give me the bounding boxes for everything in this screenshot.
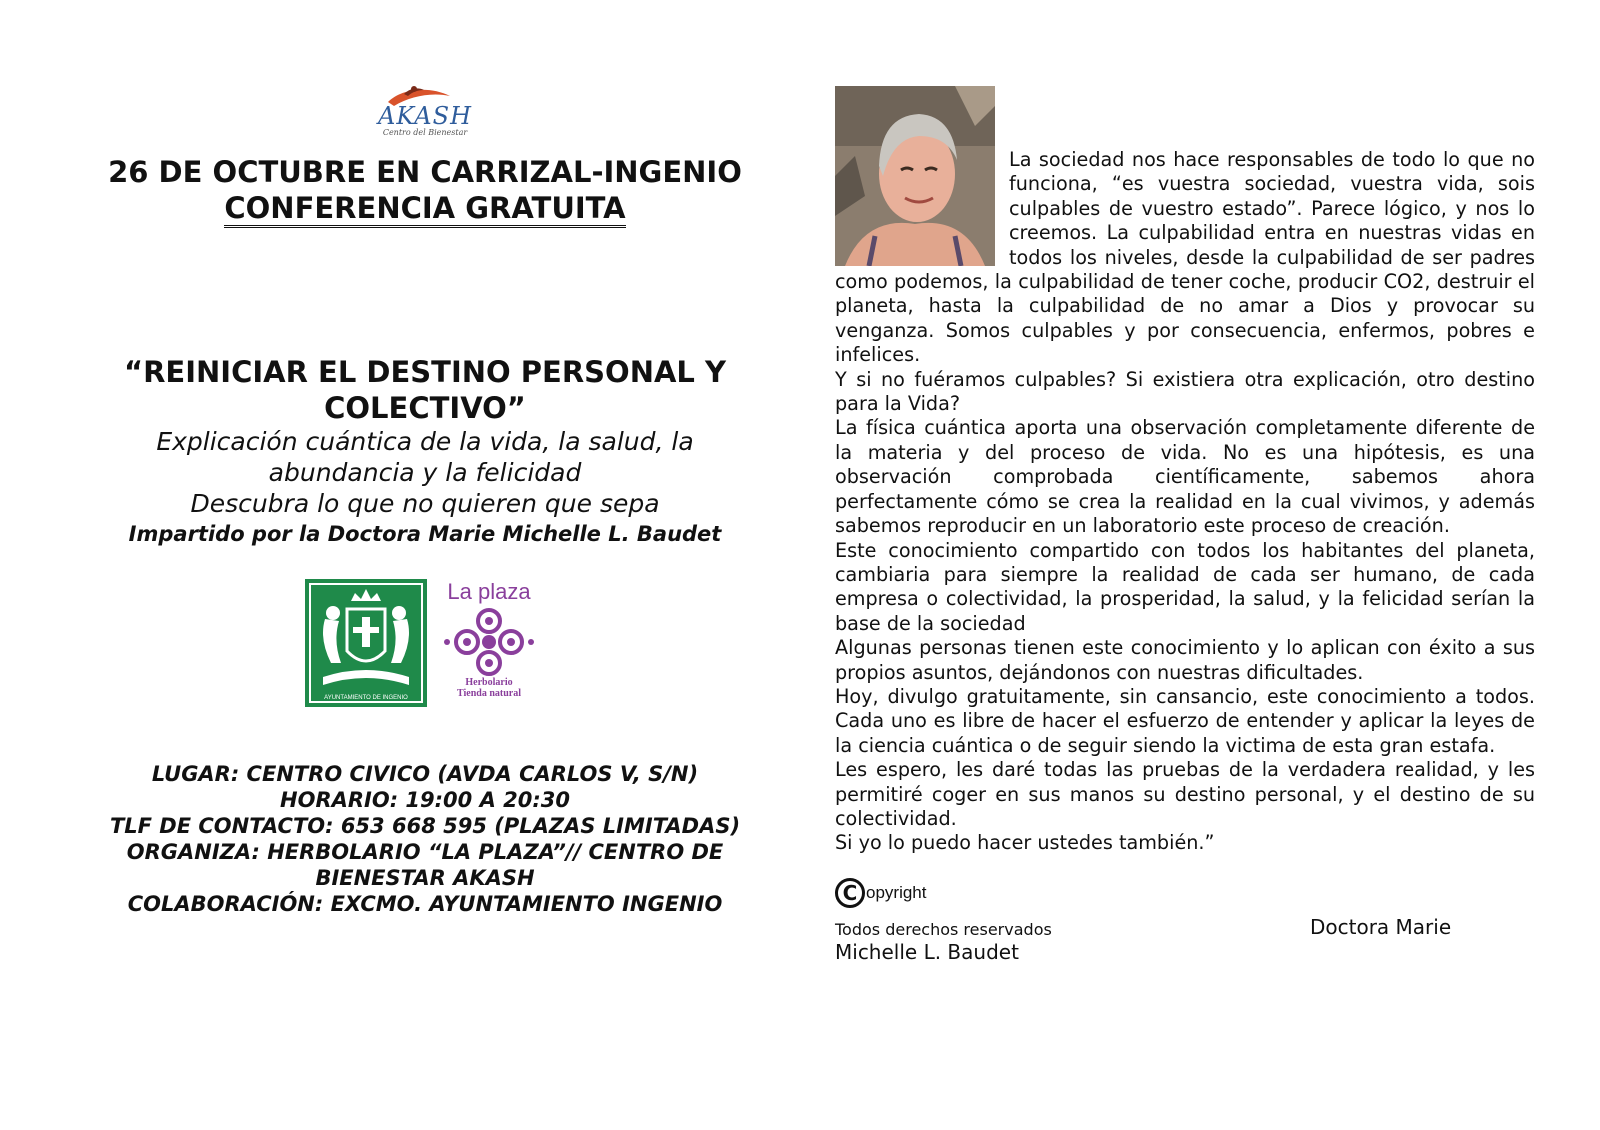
article-paragraph: Les espero, les daré todas las pruebas de la verdadera realidad, y les permitiré coger en sus manos su destino personal, y el destino de su colectividad.: [835, 758, 1535, 830]
ayuntamiento-logo: [305, 579, 427, 707]
coat-of-arms-icon: [305, 579, 427, 707]
info-organizer: BIENESTAR AKASH: [315, 866, 535, 890]
copyright-icon: C: [835, 878, 865, 908]
info-contact: TLF DE CONTACTO: 653 668 595 (PLAZAS LIMITADAS): [109, 814, 741, 838]
article-paragraph: La sociedad nos hace responsables de todo lo que no funciona, “es vuestra sociedad, vuestra vida, sois culpables de vuestro estado”. Parece lógico, y nos lo creemos. La culpabilidad entra en nuestras vidas en todos los niveles, desde la culpabilidad de ser padres como podemos, la culpabilidad de tener coche, producir CO2, destruir el planeta, hasta la culpabilidad de no amar a Dios y provocar su venganza. Somos culpables y por consecuencia, enfermos, pobres e infelices.: [835, 148, 1535, 367]
akash-tagline: Centro del Bienestar: [382, 128, 468, 137]
akash-logo: [360, 78, 490, 140]
rights-reserved: Todos derechos reservados: [835, 919, 1052, 939]
copyright-footer: [835, 878, 1535, 968]
speaker-portrait: [835, 86, 995, 266]
speaker-line: Impartido por la Doctora Marie Michelle L. Baudet: [128, 522, 722, 546]
plaza-subtitle: Herbolario: [465, 677, 513, 688]
signature-name: Michelle L. Baudet: [835, 939, 1019, 964]
article-paragraph: Algunas personas tienen este conocimiento y lo aplican con éxito a sus propios asuntos, dejándonos con nuestras dificultades.: [835, 636, 1535, 684]
talk-title: [55, 354, 795, 426]
subtitle-line: Explicación cuántica de la vida, la salud, la: [156, 427, 694, 456]
article-paragraph: Hoy, divulgo gratuitamente, sin cansancio, este conocimiento a todos. Cada uno es libre de hacer el esfuerzo de entender y aplicar la leyes de la ciencia cuántica o de seguir siendo la victima de esta gran estafa.: [835, 684, 1535, 757]
info-collaboration: COLABORACIÓN: EXCMO. AYUNTAMIENTO INGENIO: [127, 892, 723, 916]
subtitle-line: abundancia y la felicidad: [268, 458, 582, 487]
talk-title-line: “REINICIAR EL DESTINO PERSONAL Y: [124, 355, 726, 389]
info-location: LUGAR: CENTRO CIVICO (AVDA CARLOS V, S/N): [151, 762, 699, 786]
sponsor-logos: [305, 579, 545, 709]
signature-name: Doctora Marie: [1310, 914, 1452, 939]
article-paragraph: Este conocimiento compartido con todos los habitantes del planeta, cambiaria para siempre la realidad de cada ser humano, de cada empresa o colectividad, la prosperidad, la salud, y la felicidad serían la base de la sociedad: [835, 538, 1535, 635]
event-date-title: 26 DE OCTUBRE EN CARRIZAL-INGENIO: [108, 155, 742, 189]
article-paragraph: La física cuántica aporta una observación completamente diferente de la materia y del proceso de vida. No es una hipótesis, es una observación comprobada científicamente, sabemos ahora perfectamente cómo se crea la realidad en la cual vivimos, y además sabemos reproducir en un laboratorio este proceso de creación.: [835, 416, 1535, 538]
plaza-subtitle: Tienda natural: [457, 688, 521, 699]
la-plaza-logo: [433, 579, 545, 707]
article-paragraph: Si yo lo puedo hacer ustedes también.”: [835, 831, 1215, 855]
conference-heading: [55, 190, 795, 226]
akash-brand: AKASH: [378, 102, 472, 130]
subtitle-line: Descubra lo que no quieren que sepa: [190, 489, 660, 518]
copyright-mark: [835, 878, 926, 908]
conference-heading-text: CONFERENCIA GRATUITA: [224, 191, 625, 228]
info-organizer: ORGANIZA: HERBOLARIO “LA PLAZA”// CENTRO DE: [126, 840, 724, 864]
article-column: [835, 86, 1535, 968]
talk-subtitle: [55, 426, 795, 519]
plaza-flower-icon: [441, 607, 537, 677]
event-info: [55, 761, 795, 917]
article-paragraph: Y si no fuéramos culpables? Si existiera otra explicación, otro destino para la Vida?: [835, 367, 1535, 416]
event-column: [55, 78, 795, 917]
portrait-photo-icon: [835, 86, 995, 266]
copyright-word: opyright: [866, 882, 927, 902]
plaza-name: La plaza: [447, 579, 531, 604]
talk-title-line: COLECTIVO”: [324, 391, 526, 425]
info-schedule: HORARIO: 19:00 A 20:30: [280, 788, 570, 812]
ayuntamiento-label: AYUNTAMIENTO DE INGENIO: [324, 695, 408, 701]
